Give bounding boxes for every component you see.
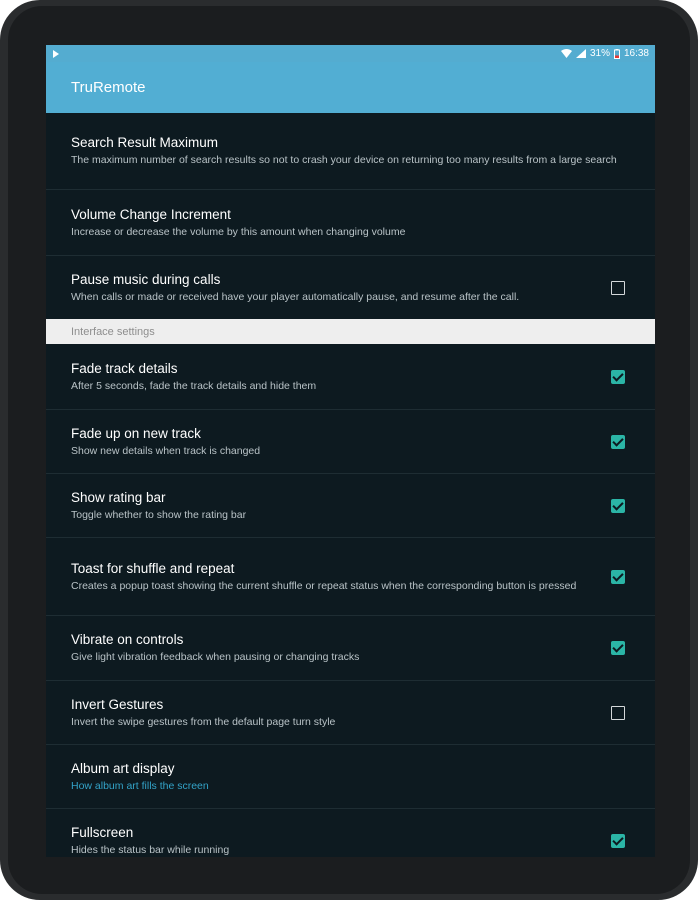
pause-music-checkbox[interactable] xyxy=(611,281,625,295)
screen xyxy=(46,45,655,857)
setting-subtitle: When calls or made or received have your player automatically pause, and resume after the call. xyxy=(71,290,520,303)
setting-subtitle: Show new details when track is changed xyxy=(71,444,261,457)
setting-title: Show rating bar xyxy=(71,489,166,505)
setting-subtitle: Give light vibration feedback when pausing or changing tracks xyxy=(71,651,360,663)
section-label: Interface settings xyxy=(71,325,155,338)
setting-vibrate-on-controls[interactable] xyxy=(46,616,655,681)
setting-title: Fade up on new track xyxy=(71,425,201,441)
section-header-interface-settings xyxy=(46,319,655,344)
setting-subtitle-value: How album art fills the screen xyxy=(71,779,209,792)
setting-subtitle: Creates a popup toast showing the current shuffle or repeat status when the corresponding button is pressed xyxy=(71,579,577,592)
setting-title: Volume Change Increment xyxy=(71,206,231,222)
setting-title: Fullscreen xyxy=(71,825,134,840)
play-notification-icon xyxy=(52,50,60,58)
setting-title: Vibrate on controls xyxy=(71,632,184,647)
setting-subtitle: The maximum number of search results so not to crash your device on returning too many results from a large search xyxy=(71,154,617,166)
setting-title: Fade track details xyxy=(71,360,178,376)
setting-title: Invert Gestures xyxy=(71,696,164,712)
setting-fullscreen[interactable] xyxy=(46,809,655,857)
clock: 16:38 xyxy=(623,48,649,59)
app-title: TruRemote xyxy=(71,79,146,96)
toast-shuffle-repeat-checkbox[interactable] xyxy=(611,570,625,584)
vibrate-on-controls-checkbox[interactable] xyxy=(611,641,625,655)
signal-icon xyxy=(576,49,586,58)
setting-title: Pause music during calls xyxy=(71,271,221,287)
fullscreen-checkbox[interactable] xyxy=(611,834,625,848)
status-bar xyxy=(46,45,655,62)
fade-up-on-new-track-checkbox[interactable] xyxy=(611,435,625,449)
setting-album-art-display[interactable] xyxy=(46,745,655,809)
setting-volume-change-increment[interactable] xyxy=(46,190,655,256)
setting-title: Toast for shuffle and repeat xyxy=(71,560,235,576)
app-bar xyxy=(46,62,655,113)
battery-percent: 31% xyxy=(589,48,610,59)
setting-subtitle: Increase or decrease the volume by this amount when changing volume xyxy=(71,225,406,238)
setting-search-result-maximum[interactable] xyxy=(46,113,655,190)
setting-invert-gestures[interactable] xyxy=(46,681,655,745)
setting-toast-for-shuffle-and-repeat[interactable] xyxy=(46,538,655,616)
setting-show-rating-bar[interactable] xyxy=(46,474,655,538)
battery-icon xyxy=(614,49,620,59)
setting-title: Search Result Maximum xyxy=(71,135,219,150)
setting-fade-up-on-new-track[interactable] xyxy=(46,410,655,474)
setting-title: Album art display xyxy=(71,760,175,776)
invert-gestures-checkbox[interactable] xyxy=(611,706,625,720)
setting-fade-track-details[interactable] xyxy=(46,344,655,410)
setting-subtitle: Toggle whether to show the rating bar xyxy=(71,508,247,521)
wifi-icon xyxy=(561,49,572,58)
show-rating-bar-checkbox[interactable] xyxy=(611,499,625,513)
setting-subtitle: Hides the status bar while running xyxy=(71,844,230,856)
setting-pause-music-during-calls[interactable] xyxy=(46,256,655,319)
setting-subtitle: Invert the swipe gestures from the default page turn style xyxy=(71,715,336,728)
setting-subtitle: After 5 seconds, fade the track details and hide them xyxy=(71,379,317,392)
fade-track-details-checkbox[interactable] xyxy=(611,370,625,384)
settings-list xyxy=(46,113,655,857)
